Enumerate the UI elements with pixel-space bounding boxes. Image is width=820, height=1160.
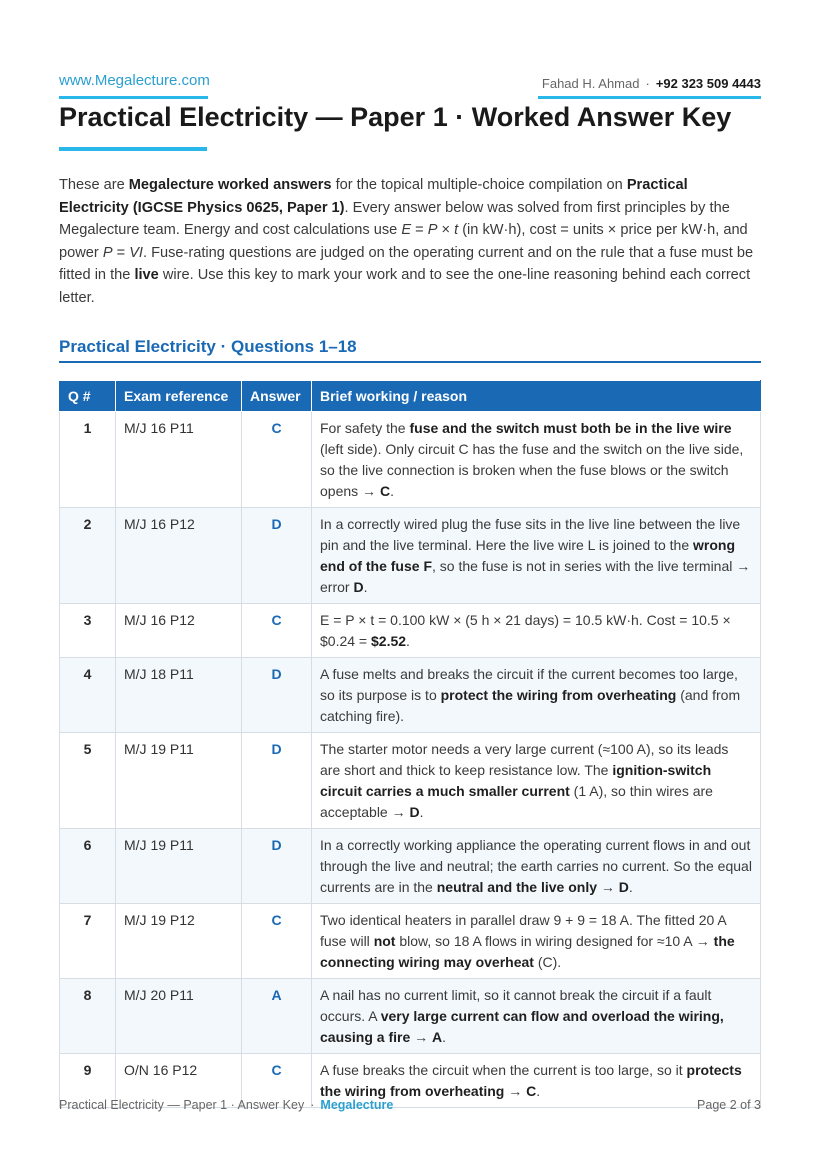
table-row <box>60 412 761 508</box>
answer-letter: D <box>242 733 312 829</box>
author-name: Fahad H. Ahmad <box>541 76 640 91</box>
exam-reference: O/N 16 P12 <box>116 1054 242 1108</box>
intro-paragraph: These are Megalecture worked answers for the topical multiple-choice compilation on Practical Electricity (IGCSE Physics 0625, Paper 1). Every answer below was solved from first principles by the Megalecture team. Energy and cost calculations use E = P × t (in kW·h), cost = units × price per kW·h, and power P = VI. Fuse-rating questions are judged on the operating current and on the rule that a fuse must be fitted in the live wire. Use this key to mark your work and to see the one-line reasoning behind each correct letter. <box>59 177 754 306</box>
answer-letter: D <box>242 829 312 904</box>
question-number: 1 <box>60 412 116 508</box>
answer-letter: C <box>242 1054 312 1108</box>
contact-info <box>542 76 761 91</box>
answer-reason: For safety the fuse and the switch must both be in the live wire (left side). Only circuit C has the fuse and the switch on the live side, so the live connection is broken when the fuse blows or the switch opens → C. <box>312 412 761 508</box>
answer-reason: A fuse melts and breaks the circuit if the current becomes too large, so its purpose is to protect the wiring from overheating (and from catching fire). <box>312 658 761 733</box>
exam-reference: M/J 16 P12 <box>116 508 242 604</box>
answer-reason: In a correctly wired plug the fuse sits in the live line between the live pin and the live terminal. Here the live wire L is joined to the wrong end of the fuse F, so the fuse is not in series with the live terminal → error D. <box>312 508 761 604</box>
table-row <box>60 658 761 733</box>
phone-number: +92 323 509 4443 <box>655 76 761 91</box>
contact-underline <box>538 96 761 99</box>
answer-rows <box>60 412 761 1108</box>
exam-reference: M/J 16 P11 <box>116 412 242 508</box>
footer-separator: · <box>310 1098 315 1112</box>
site-underline <box>59 96 208 99</box>
table-row <box>60 733 761 829</box>
header-answer: Answer <box>242 381 312 412</box>
question-number: 7 <box>60 904 116 979</box>
table-header-row <box>60 381 761 412</box>
site-link[interactable]: www.Megalecture.com <box>59 72 210 89</box>
table-row <box>60 829 761 904</box>
question-number: 4 <box>60 658 116 733</box>
question-number: 3 <box>60 604 116 658</box>
exam-reference: M/J 20 P11 <box>116 979 242 1054</box>
question-number: 2 <box>60 508 116 604</box>
section-rule <box>59 361 761 363</box>
page-number: Page 2 of 3 <box>697 1098 761 1112</box>
section-title: Practical Electricity · Questions 1–18 <box>59 337 357 356</box>
exam-reference: M/J 18 P11 <box>116 658 242 733</box>
table-row <box>60 904 761 979</box>
header-exam-reference: Exam reference <box>116 381 242 412</box>
question-number: 8 <box>60 979 116 1054</box>
header-reason: Brief working / reason <box>312 381 761 412</box>
answer-table <box>59 380 761 1108</box>
answer-letter: A <box>242 979 312 1054</box>
answer-reason: The starter motor needs a very large current (≈100 A), so its leads are short and thick to keep resistance low. The ignition-switch circuit carries a much smaller current (1 A), so thin wires are acceptable → D. <box>312 733 761 829</box>
answer-letter: D <box>242 508 312 604</box>
footer-doc-title: Practical Electricity — Paper 1 · Answer Key <box>59 1098 305 1112</box>
page-title: Practical Electricity — Paper 1 · Worked Answer Key <box>59 102 732 132</box>
answer-letter: C <box>242 604 312 658</box>
exam-reference: M/J 19 P11 <box>116 829 242 904</box>
header-qnum: Q # <box>60 381 116 412</box>
answer-reason: A fuse breaks the circuit when the current is too large, so it protects the wiring from overheating → C. <box>312 1054 761 1108</box>
exam-reference: M/J 16 P12 <box>116 604 242 658</box>
question-number: 9 <box>60 1054 116 1108</box>
page-footer <box>59 1098 761 1112</box>
answer-letter: D <box>242 658 312 733</box>
contact-separator: · <box>645 76 650 91</box>
table-row <box>60 979 761 1054</box>
table-row <box>60 508 761 604</box>
exam-reference: M/J 19 P11 <box>116 733 242 829</box>
answer-reason: Two identical heaters in parallel draw 9 + 9 = 18 A. The fitted 20 A fuse will not blow, so 18 A flows in wiring designed for ≈10 A → the connecting wiring may overheat (C). <box>312 904 761 979</box>
answer-reason: E = P × t = 0.100 kW × (5 h × 21 days) = 10.5 kW·h. Cost = 10.5 × $0.24 = $2.52. <box>312 604 761 658</box>
title-underline <box>59 147 207 151</box>
question-number: 5 <box>60 733 116 829</box>
answer-letter: C <box>242 412 312 508</box>
table-row <box>60 604 761 658</box>
page-header <box>59 70 761 100</box>
footer-brand: Megalecture <box>320 1098 394 1112</box>
answer-reason: In a correctly working appliance the operating current flows in and out through the live and neutral; the earth carries no current. So the equal currents are in the neutral and the live only → D. <box>312 829 761 904</box>
question-number: 6 <box>60 829 116 904</box>
answer-reason: A nail has no current limit, so it cannot break the circuit if a fault occurs. A very large current can flow and overload the wiring, causing a fire → A. <box>312 979 761 1054</box>
answer-letter: C <box>242 904 312 979</box>
exam-reference: M/J 19 P12 <box>116 904 242 979</box>
